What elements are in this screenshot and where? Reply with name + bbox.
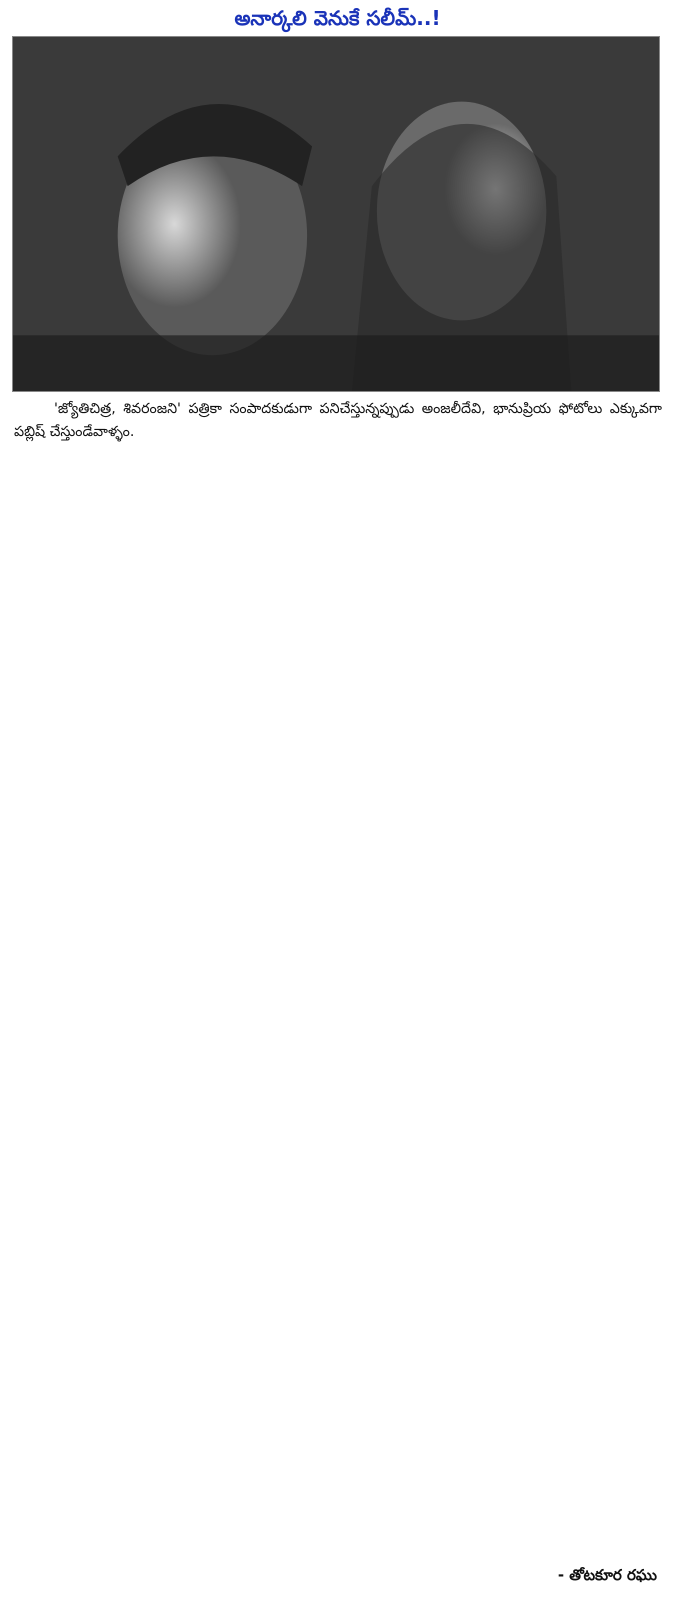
article-paragraph: 'జ్యోతిచిత్ర, శివరంజని' పత్రికా సంపాదకుడుగా పనిచేస్తున్నప్పుడు అంజలీదేవి, భానుప్రియ ఫోటోలు ఎక్కువగా పబ్లిష్ చేస్తుండేవాళ్ళం. xyxy=(14,401,662,440)
article-body xyxy=(14,398,662,450)
author-signature: - తోటకూర రఘు xyxy=(557,1566,657,1584)
film-still-illustration xyxy=(13,37,659,391)
film-still-photo xyxy=(12,36,660,392)
article-title: అనార్కలి వెనుకే సలీమ్..! xyxy=(234,6,441,30)
